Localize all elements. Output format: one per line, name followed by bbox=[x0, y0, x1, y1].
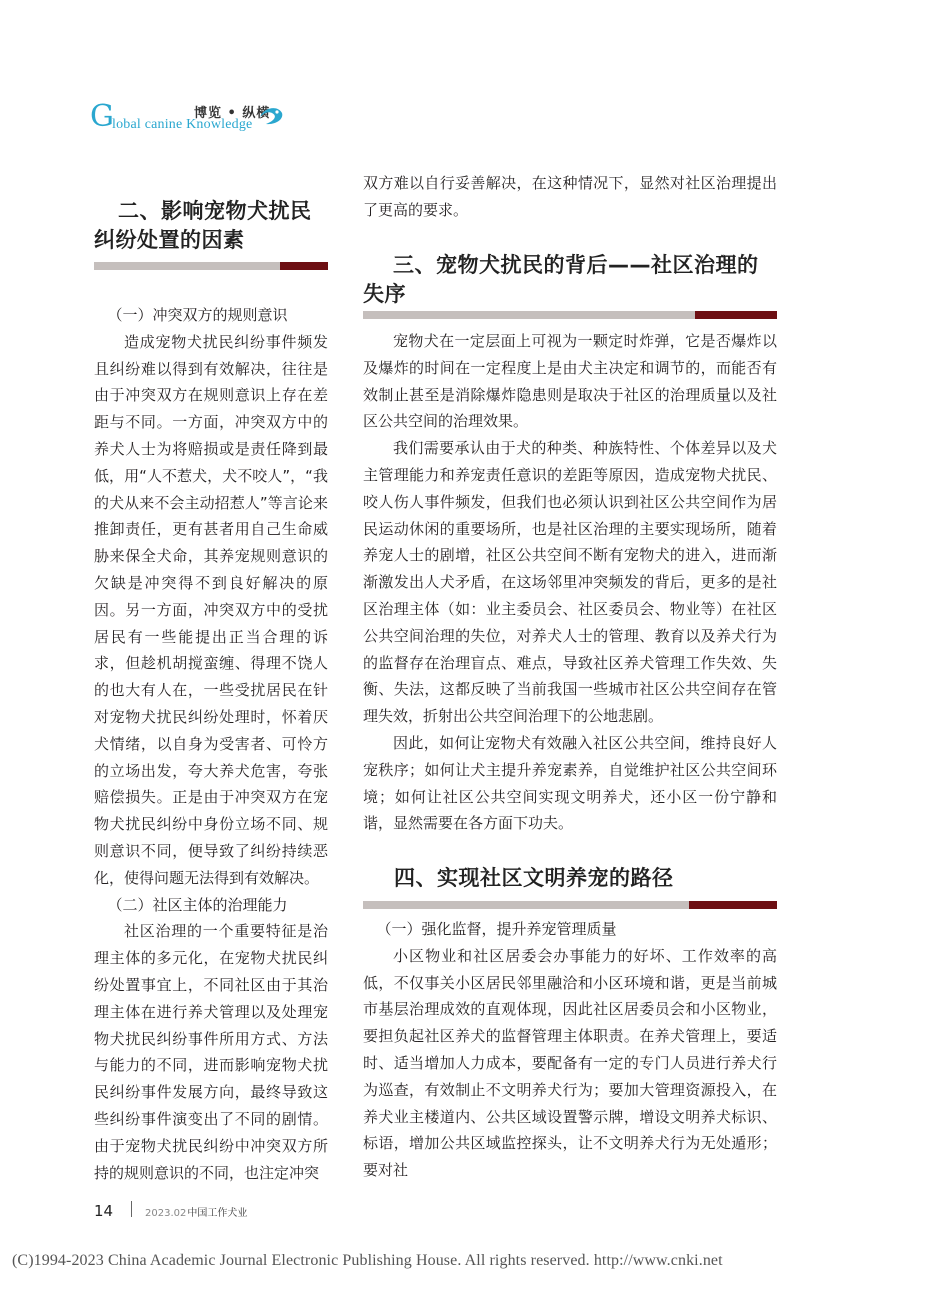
section2-paragraph2: 社区治理的一个重要特征是治理主体的多元化，在宠物犬扰民纠纷处置事宜上，不同社区由于其治理主体在进行养犬管理以及处理宠物犬扰民纠纷事件所用方式、方法与能力的不同，进而影响宠物犬扰民纠纷事件发展方向，最终导致这些纠纷事件演变出了不同的剧情。由于宠物犬扰民纠纷中冲突双方所持的规则意识的不同，也注定冲突 bbox=[94, 922, 328, 1182]
section2-paragraph2-continued: 双方难以自行妥善解决，在这种情况下，显然对社区治理提出了更高的要求。 bbox=[363, 174, 777, 219]
section3-body bbox=[363, 328, 777, 837]
copyright-notice: (C)1994-2023 China Academic Journal Electronic Publishing House. All rights reserved. http://www.cnki.net bbox=[12, 1252, 723, 1269]
section2-sub1: （一）冲突双方的规则意识 bbox=[107, 306, 288, 324]
page-number: 14 bbox=[94, 1202, 114, 1220]
footer-year-issue: 2023.02 bbox=[145, 1208, 187, 1219]
section3-paragraph2: 我们需要承认由于犬的种类、种族特性、个体差异以及犬主管理能力和养宠责任意识的差距等原因，造成宠物犬扰民、咬人伤人事件频发，但我们也必须认识到社区公共空间作为居民运动休闲的重要场所，也是社区治理的主要实现场所，随着养宠人士的剧增，社区公共空间不断有宠物犬的进入，进而渐渐激发出人犬矛盾，在这场邻里冲突频发的背后，更多的是社区治理主体（如：业主委员会、社区委员会、物业等）在社区公共空间治理的失位，对养犬人士的管理、教育以及养犬行为的监督存在治理盲点、难点，导致社区养犬管理工作失效、失衡、失法，这都反映了当前我国一些城市社区公共空间存在管理失效，折射出公共空间治理下的公地悲剧。 bbox=[363, 439, 777, 726]
logo-text: lobal canine Knowledge bbox=[112, 117, 253, 132]
section4-rule bbox=[363, 901, 777, 909]
section3-rule bbox=[363, 311, 777, 319]
footer-journal-name: 中国工作犬业 bbox=[187, 1208, 248, 1219]
right-column-top bbox=[363, 170, 777, 224]
journal-logo bbox=[90, 100, 300, 140]
section3-title bbox=[363, 251, 777, 309]
column-title: 博览 • 纵横 bbox=[194, 106, 271, 121]
section4-body bbox=[363, 916, 777, 1184]
section2-title-line2: 纠纷处置的因素 bbox=[94, 228, 245, 252]
section2-title-line1: 二、影响宠物犬扰民 bbox=[118, 199, 312, 223]
section3-title-line2: 失序 bbox=[363, 282, 406, 306]
section2-rule bbox=[94, 262, 328, 270]
section3-paragraph3: 因此，如何让宠物犬有效融入社区公共空间，维持良好人宠秩序；如何让犬主提升养宠素养，自觉维护社区公共空间环境；如何让社区公共空间实现文明养犬，还小区一份宁静和谐，显然需要在各方面下功夫。 bbox=[363, 733, 777, 833]
swoosh-logo-icon bbox=[258, 105, 284, 127]
left-column bbox=[94, 302, 328, 1186]
section2-sub2: （二）社区主体的治理能力 bbox=[107, 895, 288, 914]
section3-paragraph1: 宠物犬在一定层面上可视为一颗定时炸弹，它是否爆炸以及爆炸的时间在一定程度上是由犬主决定和调节的，而能否有效制止甚至是消除爆炸隐患则是取决于社区的治理质量以及社区公共空间的治理效果。 bbox=[363, 332, 777, 431]
footer-journal bbox=[145, 1204, 247, 1219]
section3-title-line1: 三、宠物犬扰民的背后——社区治理的 bbox=[393, 253, 759, 277]
section4-sub1: （一）强化监督，提升养宠管理质量 bbox=[376, 920, 617, 938]
section4-title: 四、实现社区文明养宠的路径 bbox=[394, 866, 674, 890]
section4-paragraph1: 小区物业和社区居委会办事能力的好坏、工作效率的高低，不仅事关小区居民邻里融洽和小区环境和谐，更是当前城市基层治理成效的直观体现，因此社区居委员会和小区物业，要担负起社区养犬的监督管理主体职责。在养犬管理上，要适时、适当增加人力成本，要配备有一定的专门人员进行养犬行为巡查，有效制止不文明养犬行为；要加大管理资源投入，在养犬业主楼道内、公共区域设置警示牌，增设文明养犬标识、标语，增加公共区域监控探头，让不文明养犬行为无处遁形；要对社 bbox=[363, 946, 777, 1180]
section2-paragraph1: 造成宠物犬扰民纠纷事件频发且纠纷难以得到有效解决，往往是由于冲突双方在规则意识上存在差距与不同。一方面，冲突双方中的养犬人士为将赔损或是责任降到最低，用“人不惹犬，犬不咬人”，“我的犬从来不会主动招惹人”等言论来推卸责任，更有甚者用自己生命威胁来保全犬命，其养宠规则意识的欠缺是冲突得不到良好解决的原因。另一方面，冲突双方中的受扰居民有一些能提出正当合理的诉求，但趁机胡搅蛮缠、得理不饶人的也大有人在，一些受扰居民在针对宠物犬扰民纠纷处理时，怀着厌犬情绪，以自身为受害者、可怜方的立场出发，夸大养犬危害，夸张赔偿损失。正是由于冲突双方在宠物犬扰民纠纷中身份立场不同、规则意识不同，便导致了纠纷持续恶化，使得问题无法得到有效解决。 bbox=[94, 332, 328, 887]
footer-divider bbox=[131, 1201, 132, 1217]
logo-letter: G bbox=[90, 99, 114, 134]
section2-title bbox=[94, 197, 312, 255]
